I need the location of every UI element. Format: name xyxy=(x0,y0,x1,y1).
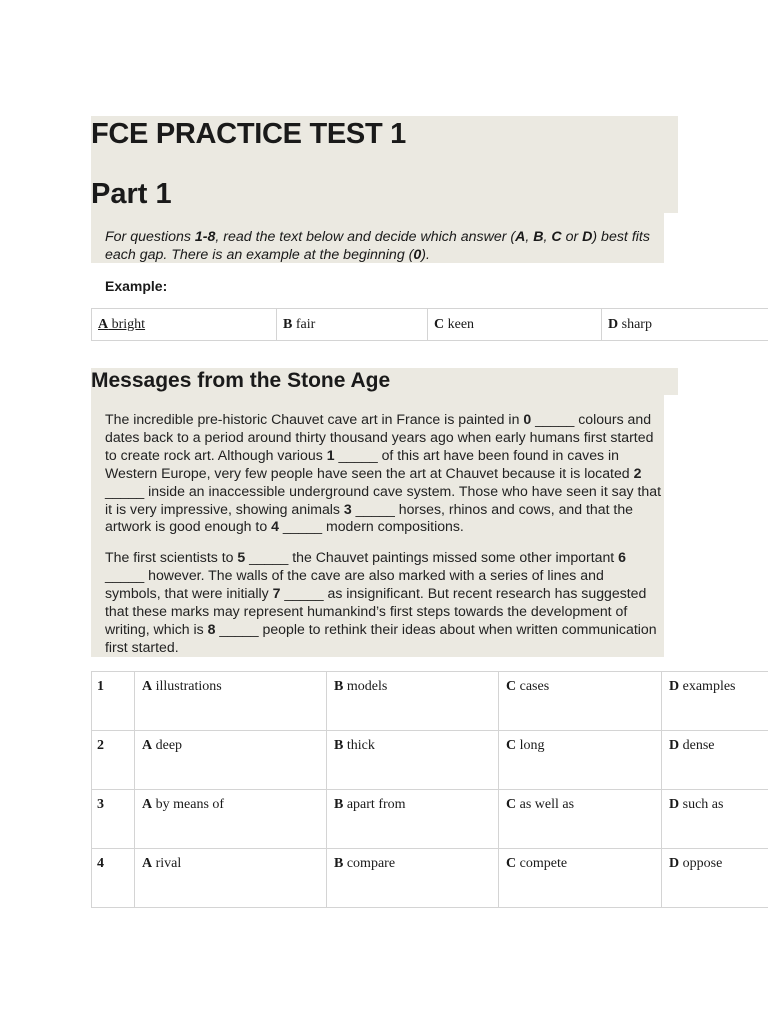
option-text: such as xyxy=(679,797,724,812)
option-text: compete xyxy=(516,856,568,871)
part-heading: Part 1 xyxy=(91,178,172,210)
question-option-d xyxy=(662,731,768,790)
passage-text: _____ people to rethink their ideas about when written communication first started. xyxy=(105,620,657,655)
question-row xyxy=(92,672,768,731)
question-option-c xyxy=(499,790,662,849)
instructions-bold: B xyxy=(533,229,544,245)
option-text: as well as xyxy=(516,797,575,812)
option-letter: A xyxy=(142,679,153,694)
gap-number: 1 xyxy=(326,446,335,463)
gap-number: 6 xyxy=(618,549,626,565)
option-letter: D xyxy=(669,856,680,871)
question-number: 1 xyxy=(92,672,135,731)
question-row xyxy=(92,790,768,849)
option-text: keen xyxy=(444,316,475,332)
instructions-segment: ). xyxy=(421,247,430,263)
example-option-d xyxy=(602,309,768,341)
passage-title: Messages from the Stone Age xyxy=(91,369,391,392)
instructions-bold: 1-8 xyxy=(194,229,216,245)
option-text: models xyxy=(343,679,388,694)
option-text: apart from xyxy=(343,797,406,812)
instructions-segment: For questions xyxy=(105,229,195,245)
option-letter: B xyxy=(334,856,344,871)
option-letter: A xyxy=(142,856,153,871)
option-text: long xyxy=(516,738,545,753)
passage-text: _____ horses, rhinos and cows, and that the artwork is good enough to xyxy=(105,500,634,535)
option-letter: D xyxy=(669,797,680,812)
option-letter: B xyxy=(334,797,344,812)
question-option-a xyxy=(135,790,327,849)
example-option-b xyxy=(277,309,428,341)
passage-text: _____ however. The walls of the cave are also marked with a series of lines and symbols, that were initially xyxy=(105,566,604,601)
passage-text: _____ inside an inaccessible underground cave system. Those who have seen it say that it is very impressive, showing animals xyxy=(105,482,662,517)
option-text: thick xyxy=(343,738,375,753)
instructions-segment: , read the text below and decide which answer ( xyxy=(215,229,516,245)
question-option-c xyxy=(499,731,662,790)
passage-paragraph-2 xyxy=(105,549,663,656)
option-letter: D xyxy=(669,679,680,694)
option-letter: D xyxy=(669,738,680,753)
passage-title-block xyxy=(91,368,678,395)
instructions-bold: A xyxy=(515,229,526,245)
passage-block xyxy=(91,395,664,657)
test-title: FCE PRACTICE TEST 1 xyxy=(91,118,406,150)
option-text: by means of xyxy=(152,797,225,812)
question-option-d xyxy=(662,849,768,908)
question-option-b xyxy=(327,790,499,849)
option-letter: B xyxy=(334,738,344,753)
passage-text: The first scientists to xyxy=(105,549,238,565)
example-row xyxy=(92,309,768,341)
option-text: bright xyxy=(108,316,146,332)
answer-options-table xyxy=(91,671,768,908)
option-letter: C xyxy=(506,679,517,694)
passage-text: _____ colours and dates back to a period around thirty thousand years ago when early humans first started to create rock art. Although various xyxy=(105,411,654,463)
option-letter: D xyxy=(608,316,619,332)
passage-text: _____ as insignificant. But recent research has suggested that these marks may represent humankind’s first steps towards the development of writing, which is xyxy=(105,584,647,637)
question-option-d xyxy=(662,790,768,849)
example-label: Example: xyxy=(105,278,168,294)
option-letter: A xyxy=(142,738,153,753)
option-letter: C xyxy=(434,316,445,332)
option-text: examples xyxy=(679,679,736,694)
question-option-b xyxy=(327,731,499,790)
instructions-bold: D xyxy=(582,229,593,245)
option-text: sharp xyxy=(618,316,652,332)
question-option-a xyxy=(135,731,327,790)
option-letter: A xyxy=(98,316,109,332)
option-text: fair xyxy=(292,316,316,332)
passage-text: _____ of this art have been found in caves in Western Europe, very few people have seen the art at Chauvet because it is located xyxy=(105,446,634,481)
example-option-c xyxy=(428,309,602,341)
option-text: illustrations xyxy=(152,679,222,694)
option-letter: B xyxy=(334,679,344,694)
instructions-segment: , xyxy=(525,229,534,245)
option-letter: B xyxy=(283,316,293,332)
gap-number: 5 xyxy=(237,549,246,565)
passage-text: _____ modern compositions. xyxy=(278,518,464,535)
question-option-c xyxy=(499,672,662,731)
example-option-a xyxy=(92,309,277,341)
question-option-b xyxy=(327,849,499,908)
question-number: 4 xyxy=(92,849,135,908)
option-text: rival xyxy=(152,856,182,871)
question-option-b xyxy=(327,672,499,731)
gap-number: 0 xyxy=(523,411,532,427)
option-letter: C xyxy=(506,738,517,753)
example-table xyxy=(91,308,768,341)
gap-number: 8 xyxy=(207,620,216,637)
option-text: deep xyxy=(152,738,183,753)
instructions-text xyxy=(105,228,660,264)
question-option-d xyxy=(662,672,768,731)
option-text: compare xyxy=(343,856,396,871)
passage-text: The incredible pre-historic Chauvet cave art in France is painted in xyxy=(105,411,524,427)
instructions-segment: , xyxy=(543,229,552,245)
instructions-bold: C xyxy=(551,229,562,245)
instructions-segment: or xyxy=(561,229,583,245)
instructions-segment: ) best fits each gap. There is an example at the beginning ( xyxy=(105,229,650,263)
passage-paragraph-1 xyxy=(105,411,663,536)
question-row xyxy=(92,849,768,908)
option-letter: C xyxy=(506,797,517,812)
gap-number: 2 xyxy=(633,464,642,481)
gap-number: 7 xyxy=(272,584,281,601)
question-row xyxy=(92,731,768,790)
question-option-c xyxy=(499,849,662,908)
option-text: cases xyxy=(516,679,550,694)
instructions-bold: 0 xyxy=(413,247,422,263)
option-letter: A xyxy=(142,797,153,812)
passage-text: _____ the Chauvet paintings missed some other important xyxy=(245,549,619,565)
option-text: dense xyxy=(679,738,715,753)
option-text: oppose xyxy=(679,856,723,871)
question-option-a xyxy=(135,849,327,908)
gap-number: 3 xyxy=(343,500,352,517)
instructions-block xyxy=(91,213,664,263)
question-number: 3 xyxy=(92,790,135,849)
question-number: 2 xyxy=(92,731,135,790)
question-option-a xyxy=(135,672,327,731)
title-block xyxy=(91,116,678,213)
option-letter: C xyxy=(506,856,517,871)
gap-number: 4 xyxy=(271,518,279,535)
